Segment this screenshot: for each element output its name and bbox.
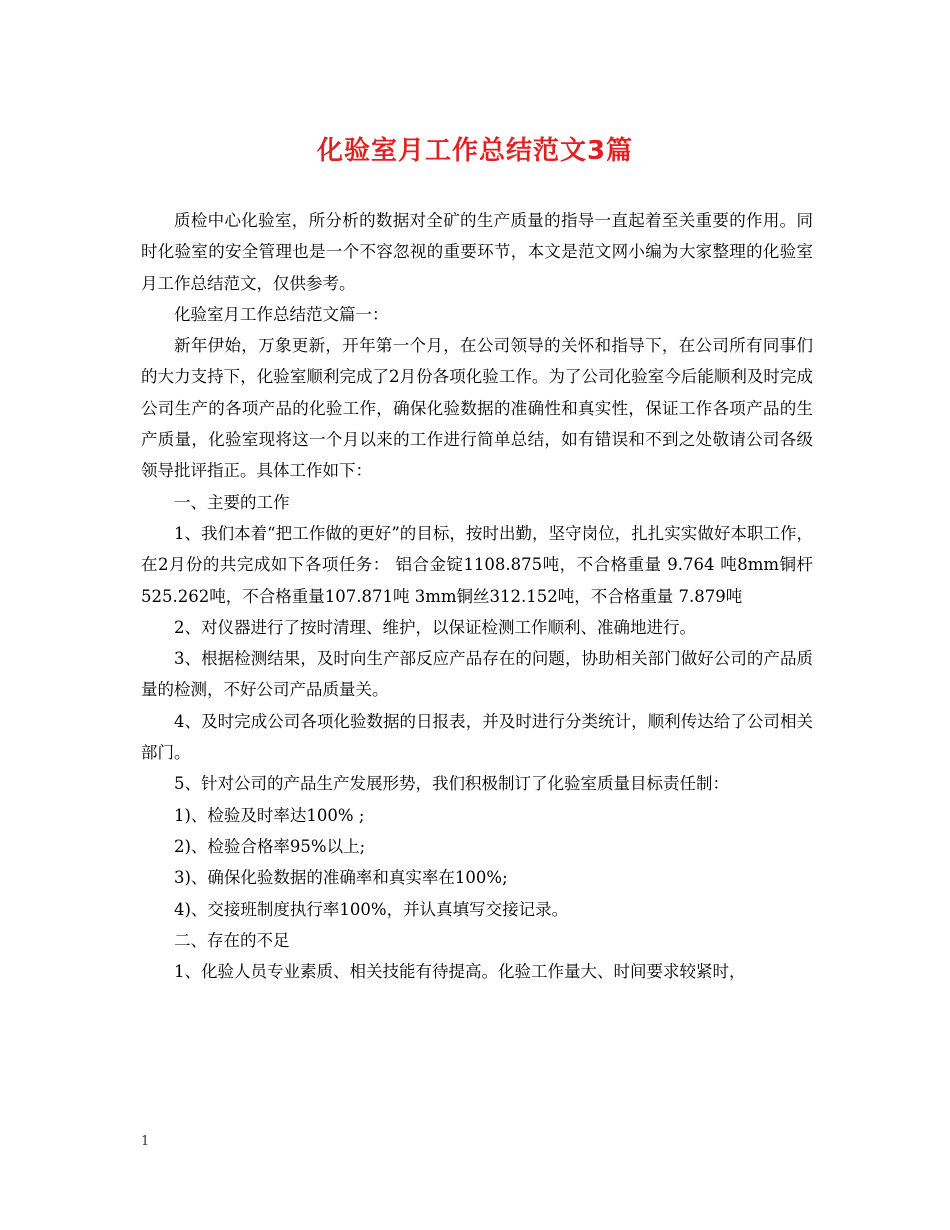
page-number: 1 xyxy=(141,1134,150,1149)
document-body xyxy=(141,205,813,987)
paragraph: 质检中心化验室，所分析的数据对全矿的生产质量的指导一直起着至关重要的作用。同时化验室的安全管理也是一个不容忽视的重要环节，本文是范文网小编为大家整理的化验室月工作总结范文，仅供参考。 xyxy=(141,211,813,293)
paragraph: 1、我们本着“把工作做的更好”的目标，按时出勤，坚守岗位，扎扎实实做好本职工作，在2月份的共完成如下各项任务： 铝合金锭1108.875吨，不合格重量 9.764 吨8mm铜杆525.262吨，不合格重量107.871吨 3mm铜丝312.152吨，不合格重量 7.879吨 xyxy=(141,523,813,606)
paragraph: 化验室月工作总结范文篇一： xyxy=(174,304,389,324)
paragraph: 2、对仪器进行了按时清理、维护，以保证检测工作顺利、准确地进行。 xyxy=(174,617,696,637)
list-item: 2)、检验合格率95%以上; xyxy=(174,836,366,856)
document-title: 化验室月工作总结范文3篇 xyxy=(316,136,634,166)
paragraph: 新年伊始，万象更新，开年第一个月，在公司领导的关怀和指导下，在公司所有同事们的大力支持下，化验室顺利完成了2月份各项化验工作。为了公司化验室今后能顺利及时完成公司生产的各项产品的化验工作，确保化验数据的准确性和真实性，保证工作各项产品的生产质量，化验室现将这一个月以来的工作进行简单总结，如有错误和不到之处敬请公司各级领导批评指正。具体工作如下： xyxy=(141,336,813,481)
paragraph: 5、针对公司的产品生产发展形势，我们积极制订了化验室质量目标责任制： xyxy=(174,774,729,794)
list-item: 4)、交接班制度执行率100%，并认真填写交接记录。 xyxy=(174,899,569,919)
paragraph: 4、及时完成公司各项化验数据的日报表，并及时进行分类统计，顺利传达给了公司相关部门。 xyxy=(141,711,813,763)
list-item: 3)、确保化验数据的准确率和真实率在100%; xyxy=(174,868,508,888)
paragraph: 1、化验人员专业素质、相关技能有待提高。化验工作量大、时间要求较紧时， xyxy=(174,962,746,982)
section-heading: 一、主要的工作 xyxy=(174,492,290,512)
list-item: 1)、检验及时率达100% ; xyxy=(174,805,365,825)
section-heading: 二、存在的不足 xyxy=(174,930,290,950)
paragraph: 3、根据检测结果，及时向生产部反应产品存在的问题，协助相关部门做好公司的产品质量的检测，不好公司产品质量关。 xyxy=(141,649,813,700)
